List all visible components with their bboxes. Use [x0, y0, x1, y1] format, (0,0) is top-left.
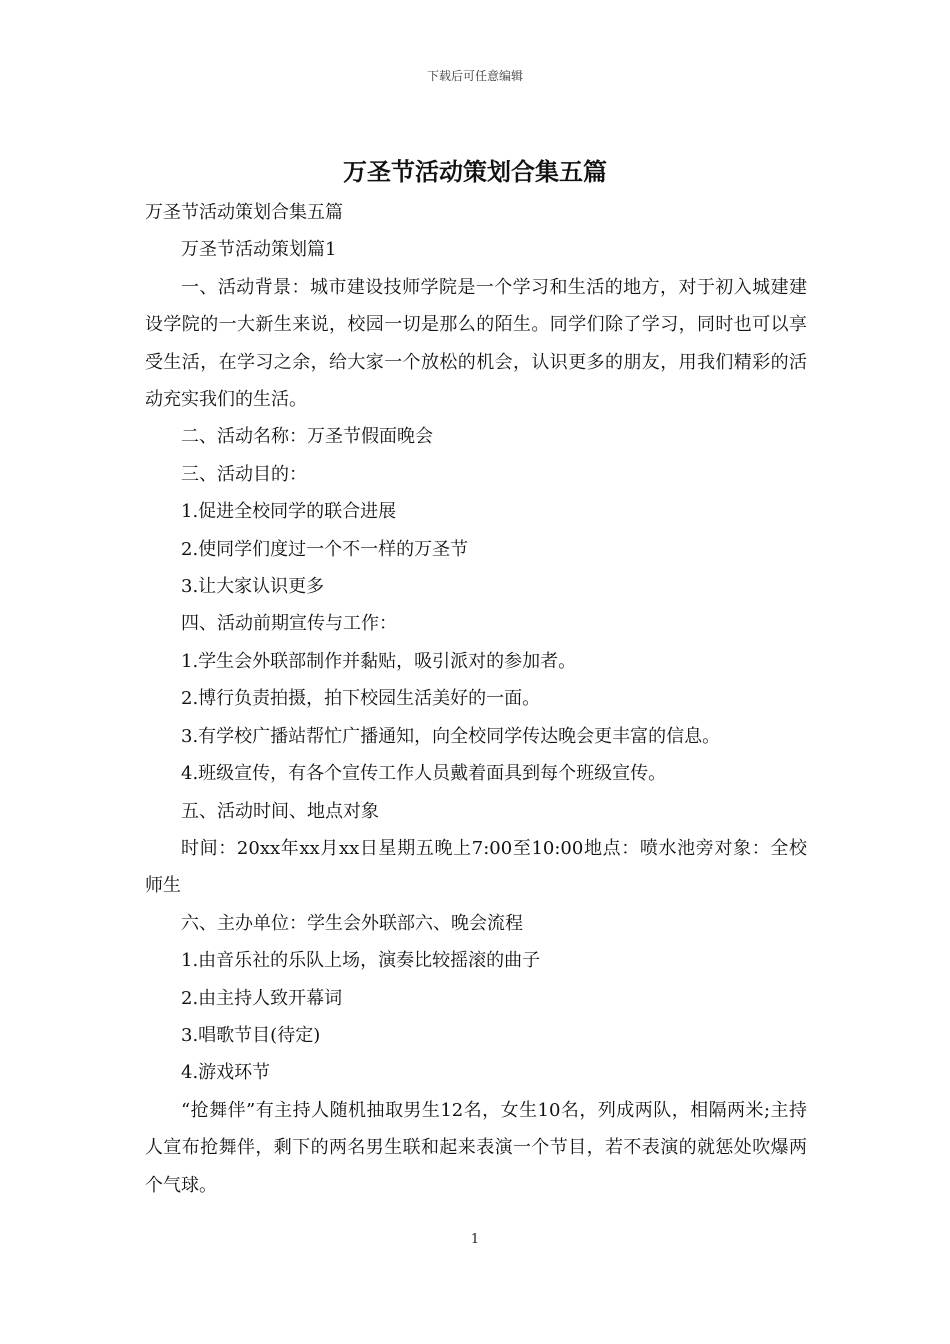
paragraph-promotion-3: 3.有学校广播站帮忙广播通知，向全校同学传达晚会更丰富的信息。 — [181, 725, 721, 747]
paragraph-game-description: “抢舞伴”有主持人随机抽取男生12名，女生10名，列成两队，相隔两米;主持人宣布抢舞伴，剩下的两名男生联和起来表演一个节目，若不表演的就惩处吹爆两个气球。 — [145, 1099, 807, 1196]
page-number: 1 — [470, 1232, 480, 1247]
document-title: 万圣节活动策划合集五篇 — [343, 157, 607, 186]
paragraph-promotion-4: 4.班级宣传，有各个宣传工作人员戴着面具到每个班级宣传。 — [181, 763, 667, 785]
paragraph-promotion-1: 1.学生会外联部制作并黏贴，吸引派对的参加者。 — [181, 650, 577, 672]
section-heading: 万圣节活动策划篇1 — [181, 239, 337, 261]
paragraph-flow-1: 1.由音乐社的乐队上场，演奏比较摇滚的曲子 — [181, 950, 541, 972]
paragraph-flow-2: 2.由主持人致开幕词 — [181, 987, 343, 1009]
paragraph-background: 一、活动背景：城市建设技师学院是一个学习和生活的地方，对于初入城建建设学院的一大新生来说，校园一切是那么的陌生。同学们除了学习，同时也可以享受生活，在学习之余，给大家一个放松的机会，认识更多的朋友，用我们精彩的活动充实我们的生活。 — [145, 276, 807, 411]
paragraph-purpose-3: 3.让大家认识更多 — [181, 576, 325, 598]
paragraph-organizer: 六、主办单位：学生会外联部六、晚会流程 — [181, 912, 523, 934]
paragraph-activity-name: 二、活动名称：万圣节假面晚会 — [181, 426, 433, 448]
paragraph-time-place: 时间：20xx年xx月xx日星期五晚上7:00至10:00地点：喷水池旁对象：全校师生 — [145, 837, 807, 897]
paragraph-promotion-heading: 四、活动前期宣传与工作： — [181, 613, 397, 635]
paragraph-flow-3: 3.唱歌节目(待定) — [181, 1024, 321, 1046]
paragraph-purpose-2: 2.使同学们度过一个不一样的万圣节 — [181, 538, 469, 560]
document-subtitle: 万圣节活动策划合集五篇 — [145, 202, 343, 223]
paragraph-purpose-heading: 三、活动目的： — [181, 463, 307, 485]
paragraph-promotion-2: 2.博行负责拍摄，拍下校园生活美好的一面。 — [181, 688, 541, 710]
header-note: 下载后可任意编辑 — [426, 69, 523, 83]
paragraph-time-place-heading: 五、活动时间、地点对象 — [181, 800, 379, 822]
paragraph-flow-4: 4.游戏环节 — [181, 1062, 271, 1084]
paragraph-purpose-1: 1.促进全校同学的联合进展 — [181, 501, 397, 523]
document-body — [145, 194, 807, 1204]
